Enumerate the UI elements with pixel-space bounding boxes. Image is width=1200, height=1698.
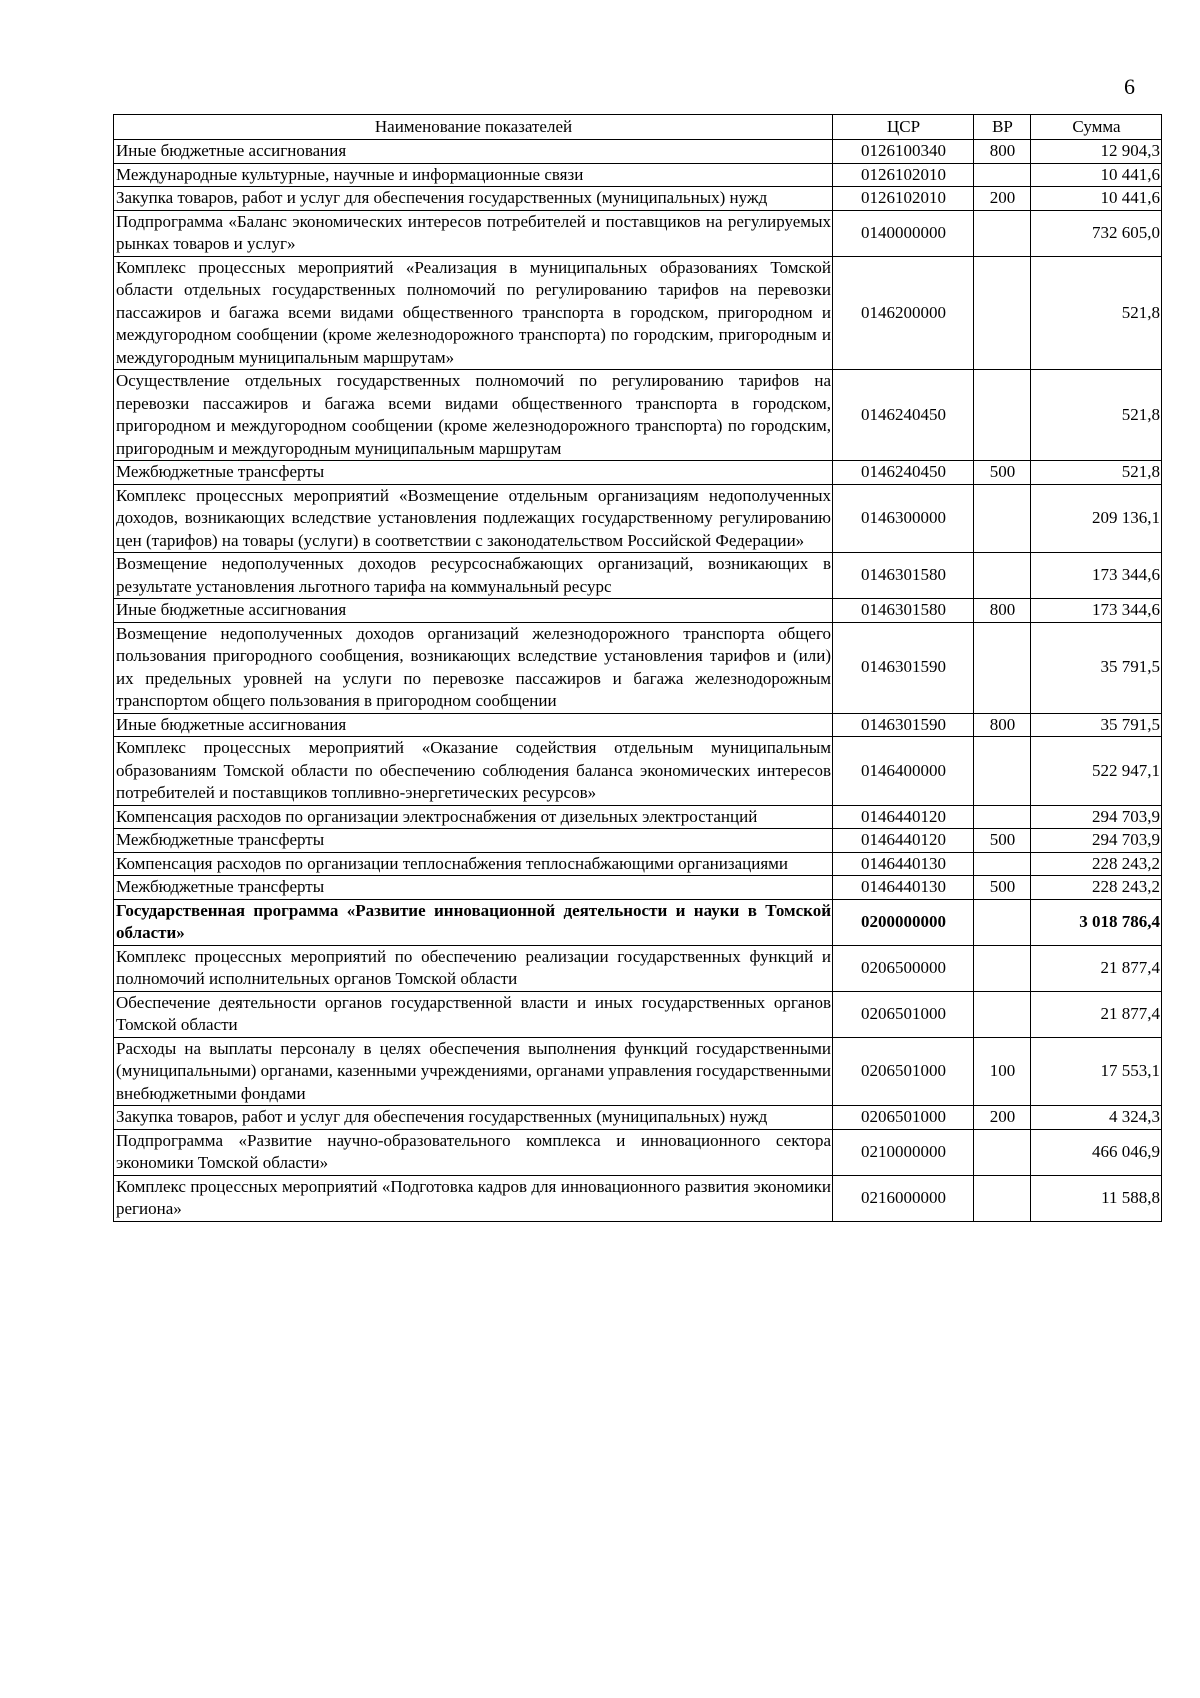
cell-vr xyxy=(974,852,1031,876)
cell-sum: 521,8 xyxy=(1031,461,1162,485)
table-row xyxy=(114,1106,1162,1130)
cell-vr: 100 xyxy=(974,1037,1031,1106)
cell-csr: 0200000000 xyxy=(833,899,974,945)
cell-csr: 0146301580 xyxy=(833,599,974,623)
cell-csr: 0146400000 xyxy=(833,737,974,806)
cell-name: Иные бюджетные ассигнования xyxy=(114,140,833,164)
table-row xyxy=(114,622,1162,713)
cell-name: Международные культурные, научные и информационные связи xyxy=(114,163,833,187)
cell-csr: 0146440120 xyxy=(833,829,974,853)
budget-table xyxy=(113,114,1162,1222)
cell-name: Закупка товаров, работ и услуг для обеспечения государственных (муниципальных) нужд xyxy=(114,1106,833,1130)
cell-vr xyxy=(974,1175,1031,1221)
cell-sum: 228 243,2 xyxy=(1031,876,1162,900)
cell-name: Расходы на выплаты персоналу в целях обеспечения выполнения функций государственными (муниципальными) органами, казенными учреждениями, органами управления государственными внебюджетными фондами xyxy=(114,1037,833,1106)
cell-vr xyxy=(974,805,1031,829)
table-row xyxy=(114,737,1162,806)
cell-sum: 10 441,6 xyxy=(1031,163,1162,187)
cell-csr: 0126100340 xyxy=(833,140,974,164)
header-csr: ЦСР xyxy=(833,115,974,140)
table-row xyxy=(114,852,1162,876)
cell-vr: 500 xyxy=(974,876,1031,900)
cell-sum: 11 588,8 xyxy=(1031,1175,1162,1221)
header-sum: Сумма xyxy=(1031,115,1162,140)
cell-csr: 0216000000 xyxy=(833,1175,974,1221)
cell-sum: 4 324,3 xyxy=(1031,1106,1162,1130)
cell-vr: 200 xyxy=(974,1106,1031,1130)
cell-csr: 0206501000 xyxy=(833,1106,974,1130)
cell-vr: 800 xyxy=(974,599,1031,623)
cell-csr: 0146440120 xyxy=(833,805,974,829)
table-row xyxy=(114,256,1162,370)
cell-name: Компенсация расходов по организации электроснабжения от дизельных электростанций xyxy=(114,805,833,829)
cell-name: Иные бюджетные ассигнования xyxy=(114,713,833,737)
cell-vr: 800 xyxy=(974,713,1031,737)
table-row xyxy=(114,210,1162,256)
cell-csr: 0126102010 xyxy=(833,187,974,211)
cell-csr: 0146440130 xyxy=(833,852,974,876)
cell-vr xyxy=(974,553,1031,599)
table-row xyxy=(114,163,1162,187)
cell-vr xyxy=(974,256,1031,370)
cell-csr: 0146240450 xyxy=(833,461,974,485)
cell-name: Межбюджетные трансферты xyxy=(114,876,833,900)
cell-vr xyxy=(974,1129,1031,1175)
cell-vr: 500 xyxy=(974,461,1031,485)
cell-csr: 0126102010 xyxy=(833,163,974,187)
cell-csr: 0146301580 xyxy=(833,553,974,599)
table-row xyxy=(114,876,1162,900)
cell-sum: 732 605,0 xyxy=(1031,210,1162,256)
page-number: 6 xyxy=(1124,74,1135,99)
table-row xyxy=(114,899,1162,945)
table-row xyxy=(114,370,1162,461)
cell-vr xyxy=(974,484,1031,553)
cell-sum: 17 553,1 xyxy=(1031,1037,1162,1106)
cell-sum: 521,8 xyxy=(1031,256,1162,370)
cell-csr: 0146440130 xyxy=(833,876,974,900)
cell-vr xyxy=(974,899,1031,945)
cell-csr: 0146301590 xyxy=(833,713,974,737)
cell-vr: 800 xyxy=(974,140,1031,164)
cell-name: Подпрограмма «Развитие научно-образовательного комплекса и инновационного сектора экономики Томской области» xyxy=(114,1129,833,1175)
cell-name: Комплекс процессных мероприятий «Подготовка кадров для инновационного развития экономики региона» xyxy=(114,1175,833,1221)
cell-name: Межбюджетные трансферты xyxy=(114,829,833,853)
table-header-row xyxy=(114,115,1162,140)
cell-name: Комплекс процессных мероприятий «Возмещение отдельным организациям недополученных доходов, возникающих вследствие установления подлежащих государственному регулированию цен (тарифов) на товары (услуги) в соответствии с законодательством Российской Федерации» xyxy=(114,484,833,553)
cell-sum: 294 703,9 xyxy=(1031,829,1162,853)
cell-vr: 200 xyxy=(974,187,1031,211)
cell-name: Межбюджетные трансферты xyxy=(114,461,833,485)
cell-sum: 522 947,1 xyxy=(1031,737,1162,806)
cell-vr xyxy=(974,210,1031,256)
cell-sum: 294 703,9 xyxy=(1031,805,1162,829)
table-row xyxy=(114,805,1162,829)
cell-vr xyxy=(974,622,1031,713)
cell-sum: 21 877,4 xyxy=(1031,991,1162,1037)
cell-csr: 0206500000 xyxy=(833,945,974,991)
cell-sum: 12 904,3 xyxy=(1031,140,1162,164)
table-row xyxy=(114,1129,1162,1175)
table-row xyxy=(114,991,1162,1037)
cell-csr: 0146200000 xyxy=(833,256,974,370)
cell-csr: 0140000000 xyxy=(833,210,974,256)
cell-csr: 0206501000 xyxy=(833,991,974,1037)
cell-name: Закупка товаров, работ и услуг для обеспечения государственных (муниципальных) нужд xyxy=(114,187,833,211)
cell-name: Комплекс процессных мероприятий «Реализация в муниципальных образованиях Томской области отдельных государственных полномочий по регулированию тарифов на перевозки пассажиров и багажа всеми видами общественного транспорта в городском, пригородном и междугородном сообщении (кроме железнодорожного транспорта) по городским, пригородным и междугородным муниципальным маршрутам» xyxy=(114,256,833,370)
table-row xyxy=(114,187,1162,211)
cell-name: Компенсация расходов по организации теплоснабжения теплоснабжающими организациями xyxy=(114,852,833,876)
cell-sum: 521,8 xyxy=(1031,370,1162,461)
cell-csr: 0146301590 xyxy=(833,622,974,713)
cell-vr xyxy=(974,945,1031,991)
cell-name: Комплекс процессных мероприятий «Оказание содействия отдельным муниципальным образованиям Томской области по обеспечению соблюдения баланса экономических интересов потребителей и поставщиков топливно-энергетических ресурсов» xyxy=(114,737,833,806)
cell-sum: 35 791,5 xyxy=(1031,713,1162,737)
cell-name: Осуществление отдельных государственных полномочий по регулированию тарифов на перевозки пассажиров и багажа всеми видами общественного транспорта в городском, пригородном и междугородном сообщении (кроме железнодорожного транспорта) по городским, пригородным и междугородным муниципальным маршрутам xyxy=(114,370,833,461)
cell-vr xyxy=(974,737,1031,806)
cell-sum: 173 344,6 xyxy=(1031,553,1162,599)
cell-name: Возмещение недополученных доходов ресурсоснабжающих организаций, возникающих в результате установления льготного тарифа на коммунальный ресурс xyxy=(114,553,833,599)
table-row xyxy=(114,1037,1162,1106)
table-row xyxy=(114,599,1162,623)
cell-sum: 21 877,4 xyxy=(1031,945,1162,991)
table-body xyxy=(114,140,1162,1222)
cell-name: Обеспечение деятельности органов государственной власти и иных государственных органов Томской области xyxy=(114,991,833,1037)
cell-name: Возмещение недополученных доходов организаций железнодорожного транспорта общего пользования пригородного сообщения, возникающих вследствие установления тарифов и (или) их предельных уровней на услуги по перевозке пассажиров и багажа железнодорожным транспортом общего пользования в пригородном сообщении xyxy=(114,622,833,713)
cell-csr: 0210000000 xyxy=(833,1129,974,1175)
header-vr: ВР xyxy=(974,115,1031,140)
header-name: Наименование показателей xyxy=(114,115,833,140)
cell-csr: 0146300000 xyxy=(833,484,974,553)
table-row xyxy=(114,945,1162,991)
table-row xyxy=(114,829,1162,853)
cell-name: Комплекс процессных мероприятий по обеспечению реализации государственных функций и полномочий исполнительных органов Томской области xyxy=(114,945,833,991)
cell-csr: 0206501000 xyxy=(833,1037,974,1106)
cell-sum: 10 441,6 xyxy=(1031,187,1162,211)
cell-name: Государственная программа «Развитие инновационной деятельности и науки в Томской области» xyxy=(114,899,833,945)
cell-name: Подпрограмма «Баланс экономических интересов потребителей и поставщиков на регулируемых рынках товаров и услуг» xyxy=(114,210,833,256)
cell-sum: 3 018 786,4 xyxy=(1031,899,1162,945)
table-row xyxy=(114,713,1162,737)
cell-sum: 209 136,1 xyxy=(1031,484,1162,553)
cell-vr xyxy=(974,991,1031,1037)
table-row xyxy=(114,461,1162,485)
table-row xyxy=(114,484,1162,553)
cell-name: Иные бюджетные ассигнования xyxy=(114,599,833,623)
cell-vr xyxy=(974,163,1031,187)
table-row xyxy=(114,1175,1162,1221)
cell-csr: 0146240450 xyxy=(833,370,974,461)
cell-vr: 500 xyxy=(974,829,1031,853)
cell-vr xyxy=(974,370,1031,461)
cell-sum: 173 344,6 xyxy=(1031,599,1162,623)
cell-sum: 35 791,5 xyxy=(1031,622,1162,713)
table-row xyxy=(114,553,1162,599)
cell-sum: 466 046,9 xyxy=(1031,1129,1162,1175)
cell-sum: 228 243,2 xyxy=(1031,852,1162,876)
table-row xyxy=(114,140,1162,164)
